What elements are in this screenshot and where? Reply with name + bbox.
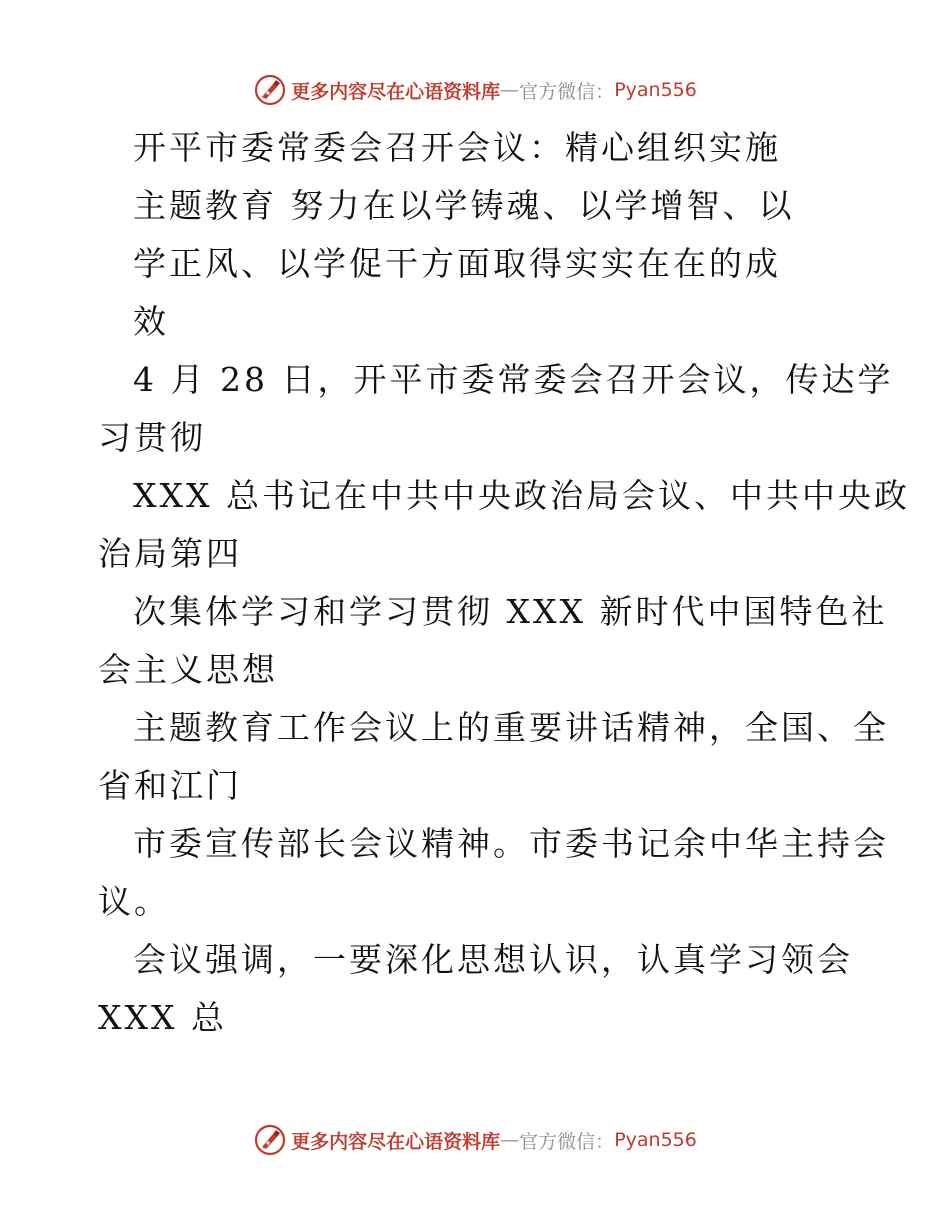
header-banner: [0, 70, 950, 110]
body-line: XXX 总: [98, 998, 227, 1037]
title-line: 主题教育 努力在以学铸魂、以学增智、以: [133, 186, 795, 225]
body-line: 次集体学习和学习贯彻 XXX 新时代中国特色社: [133, 592, 888, 631]
title-line: 学正风、以学促干方面取得实实在在的成: [133, 244, 781, 283]
banner-dash: —: [500, 1129, 520, 1151]
footer-banner: [0, 1120, 950, 1160]
body-line: 市委宣传部长会议精神。市委书记余中华主持会: [133, 824, 889, 863]
pen-nib-seal-icon: [253, 73, 287, 107]
title-line: 开平市委常委会召开会议：精心组织实施: [133, 128, 781, 167]
banner-wechat-id: Pyan556: [614, 1129, 697, 1151]
banner-dash: —: [500, 79, 520, 101]
banner-wechat-label: 官方微信：: [519, 1130, 615, 1153]
body-line: 会议强调，一要深化思想认识，认真学习领会: [133, 940, 853, 979]
body-line: 主题教育工作会议上的重要讲话精神，全国、全: [133, 708, 889, 747]
body-line: 习贯彻: [98, 418, 206, 457]
banner-wechat-id: Pyan556: [614, 79, 697, 101]
banner-slogan: 更多内容尽在心语资料库: [291, 80, 501, 103]
body-line: 会主义思想: [98, 650, 278, 689]
banner-wechat-label: 官方微信：: [519, 80, 615, 103]
body-line: 议。: [98, 882, 170, 921]
pen-nib-seal-icon: [253, 1123, 287, 1157]
body-line: 省和江门: [98, 766, 242, 805]
body-line: XXX 总书记在中共中央政治局会议、中共中央政: [133, 476, 910, 515]
banner-slogan: 更多内容尽在心语资料库: [291, 1130, 501, 1153]
title-line: 效: [133, 302, 169, 341]
body-line: 治局第四: [98, 534, 242, 573]
body-line: 4 月 28 日，开平市委常委会召开会议，传达学: [133, 360, 894, 399]
